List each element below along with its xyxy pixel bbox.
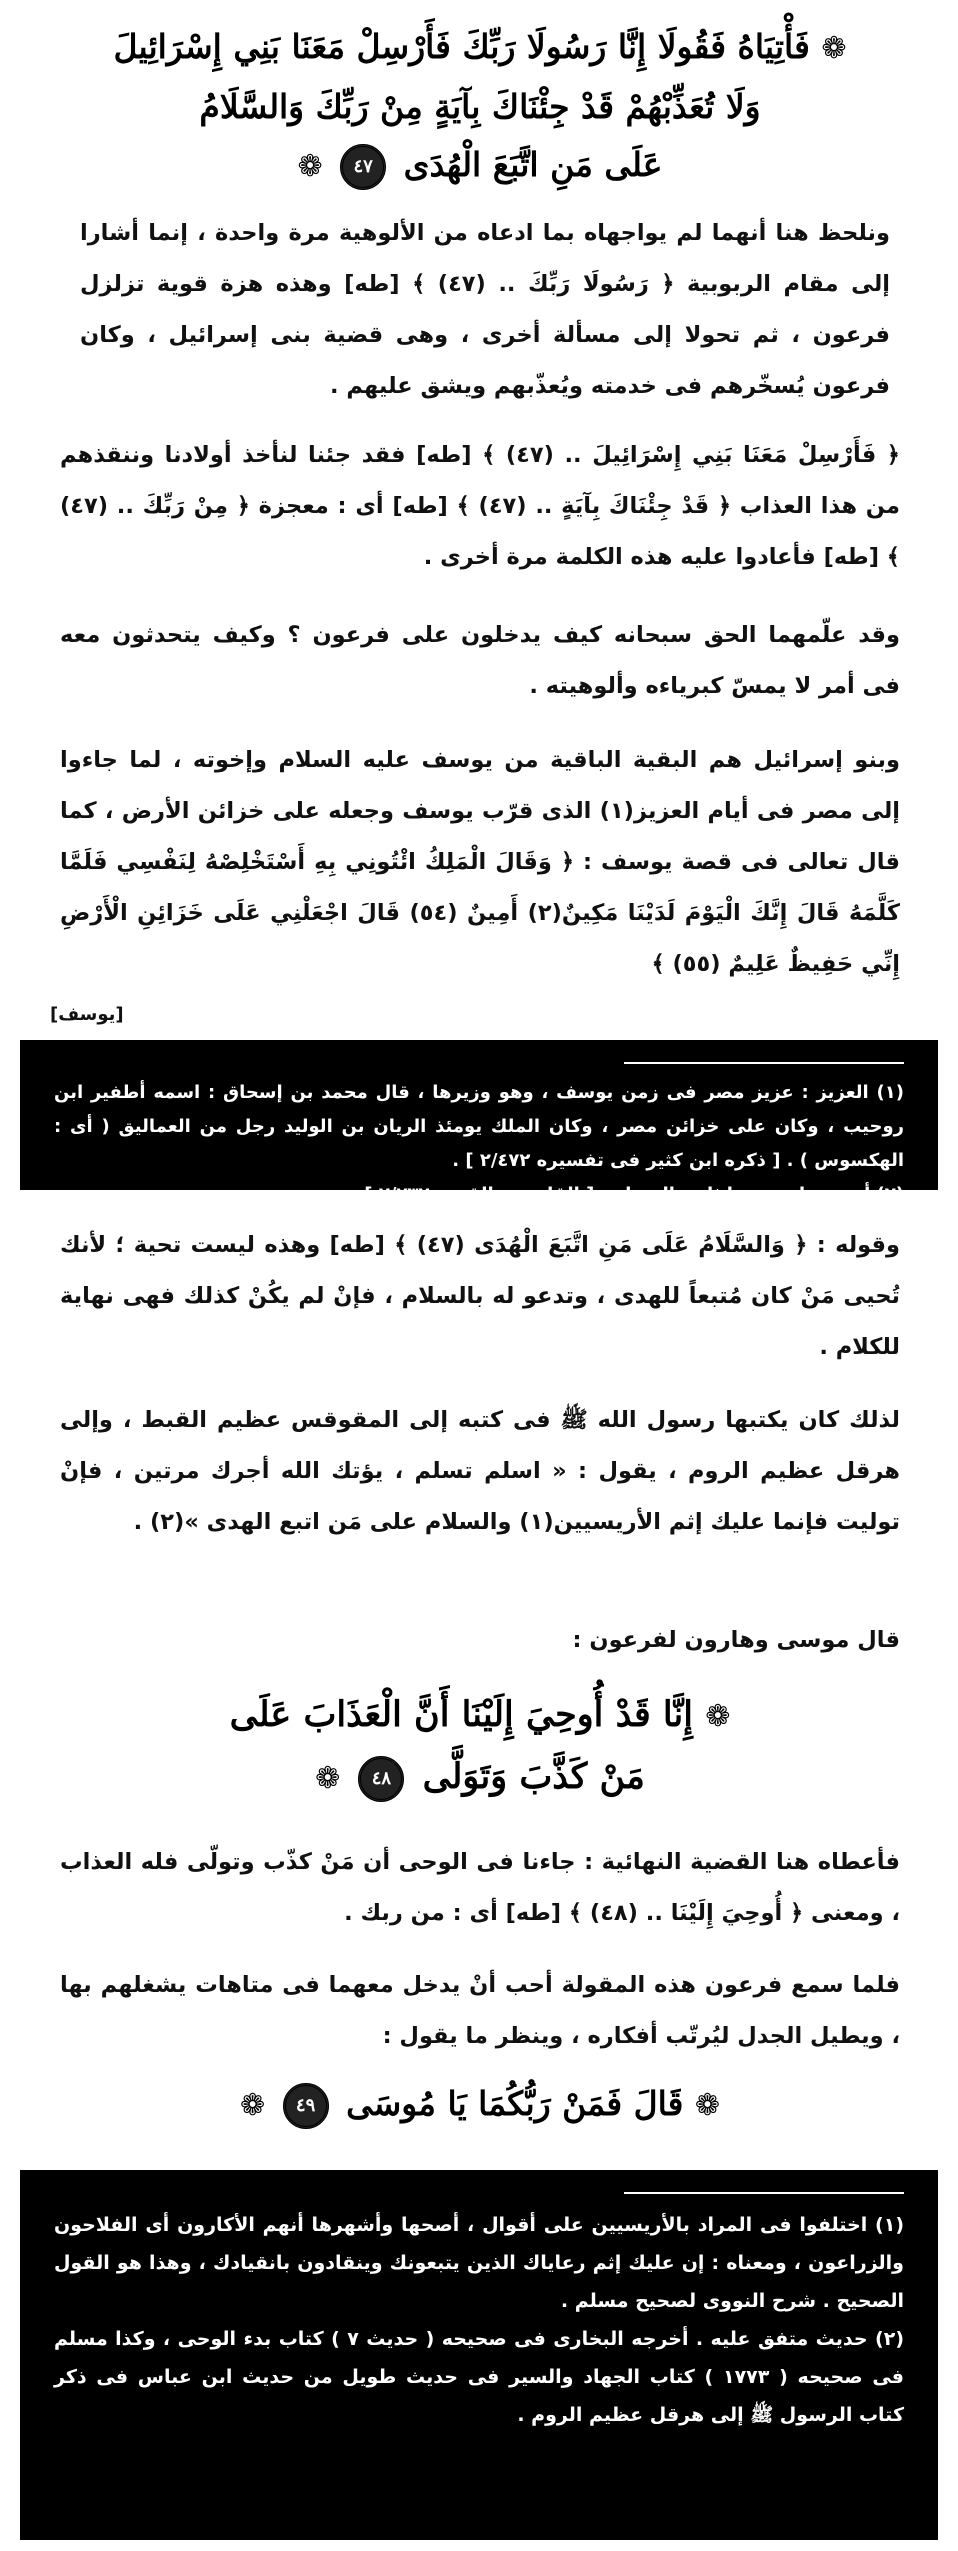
verse-number-badge: ٤٩ — [283, 2083, 329, 2129]
paragraph: ﴿ فَأَرْسِلْ مَعَنَا بَنِي إِسْرَائِيلَ .. (٤٧) ﴾ [طه] فقد جئنا لنأخذ أولادنا وننقذهم من هذا العذاب ﴿ قَدْ جِئْنَاكَ بِآيَةٍ .. (٤٧) ﴾ [طه] أى : معجزة ﴿ مِنْ رَبِّكَ .. (٤٧) ﴾ [طه] فأعادوا عليه هذه الكلمة مرة أخرى . — [60, 442, 900, 570]
verse-line: ❁ فَأْتِيَاهُ فَقُولَا إِنَّا رَسُولَا رَبِّكَ فَأَرْسِلْ مَعَنَا بَنِي إِسْرَائِيلَ — [113, 27, 847, 66]
verse-line: وَلَا تُعَذِّبْهُمْ قَدْ جِئْنَاكَ بِآيَةٍ مِنْ رَبِّكَ وَالسَّلَامُ — [199, 87, 761, 126]
paragraph: ونلحظ هنا أنهما لم يواجهاه بما ادعاه من الألوهية مرة واحدة ، إنما أشارا إلى مقام الربوبية ﴿ رَسُولَا رَبِّكَ .. (٤٧) ﴾ [طه] وهذه هزة قوية تزلزل فرعون ، ثم تحولا إلى مسألة أخرى ، وهى قضية بنى إسرائيل ، وكان فرعون يُسخّرهم فى خدمته ويُعذّبهم ويشق عليهم . — [80, 220, 890, 399]
footnotes-box — [20, 1040, 938, 1205]
verse-line: مَنْ كَذَّبَ وَتَوَلَّى ٤٨ ❁ — [60, 1747, 900, 1809]
quran-verse-47 — [60, 18, 900, 196]
paragraph: وبنو إسرائيل هم البقية الباقية من يوسف عليه السلام وإخوته ، لما جاءوا إلى مصر فى أيام العزيز(١) الذى قرّب يوسف وجعله على خزائن الأرض ، كما قال تعالى فى قصة يوسف : ﴿ وَقَالَ الْمَلِكُ ائْتُونِي بِهِ أَسْتَخْلِصْهُ لِنَفْسِي فَلَمَّا كَلَّمَهُ قَالَ إِنَّكَ الْيَوْمَ لَدَيْنَا مَكِينٌ(٢) أَمِينٌ (٥٤) قَالَ اجْعَلْنِي عَلَى خَزَائِنِ الْأَرْضِ إِنِّي حَفِيظٌ عَلِيمٌ (٥٥) ﴾ — [60, 747, 901, 977]
quran-verse-49: ❁ قَالَ فَمَنْ رَبُّكُمَا يَا مُوسَى ٤٩ ❁ — [60, 2075, 900, 2135]
paragraph: لذلك كان يكتبها رسول الله ﷺ فى كتبه إلى المقوقس عظيم القبط ، وإلى هرقل عظيم الروم ، يقول : « اسلم تسلم ، يؤتك الله أجرك مرتين ، فإنْ توليت فإنما عليك إثم الأريسيين(١) والسلام على مَن اتبع الهدى »(٢) . — [60, 1407, 900, 1535]
ornament-icon: ❁ — [705, 1699, 731, 1734]
book-page-top — [0, 0, 958, 1205]
ornament-icon: ❁ — [821, 31, 847, 66]
ornament-icon: ❁ — [315, 1761, 341, 1796]
verse-line: عَلَى مَنِ اتَّبَعَ الْهُدَى ٤٧ ❁ — [60, 136, 900, 196]
paragraph: فلما سمع فرعون هذه المقولة أحب أنْ يدخل معهما فى متاهات يشغلهم بها ، ويطيل الجدل ليُرتّب أفكاره ، وينظر ما يقول : — [60, 1972, 900, 2049]
ornament-icon: ❁ — [297, 149, 323, 184]
verse-line: ❁ إِنَّا قَدْ أُوحِيَ إِلَيْنَا أَنَّ الْعَذَابَ عَلَى — [229, 1694, 731, 1735]
ornament-icon: ❁ — [239, 2088, 266, 2123]
footnote: (٢) حديث متفق عليه . أخرجه البخارى فى صحيحه ( حديث ٧ ) كتاب بدء الوحى ، وكذا مسلم فى صحيحه ( ١٧٧٣ ) كتاب الجهاد والسير فى حديث طويل من حديث ابن عباس فى ذكر كتاب الرسول ﷺ إلى هرقل عظيم الروم . — [54, 2328, 904, 2426]
footnote-divider — [624, 1062, 904, 1064]
paragraph: فأعطاه هنا القضية النهائية : جاءنا فى الوحى أن مَنْ كذّب وتولّى فله العذاب ، ومعنى ﴿ أُوحِيَ إِلَيْنَا .. (٤٨) ﴾ [طه] أى : من ربك . — [60, 1849, 900, 1926]
ornament-icon: ❁ — [694, 2088, 721, 2123]
verse-number-badge: ٤٧ — [340, 144, 386, 190]
footnote: (١) اختلفوا فى المراد بالأريسيين على أقوال ، أصحها وأشهرها أنهم الأكارون أى الفلاحون والزراعون ، ومعناه : إن عليك إثم رعاياك الذين يتبعونك وينقادون بانقيادك ، وهذا هو القول الصحيح . شرح النووى لصحيح مسلم . — [54, 2214, 904, 2312]
verse-number-badge: ٤٨ — [358, 1756, 404, 1802]
surah-reference: [يوسف] — [50, 1004, 124, 1025]
quran-verse-48 — [60, 1685, 900, 1809]
footnotes-box — [20, 2170, 938, 2540]
paragraph: وقد علّمهما الحق سبحانه كيف يدخلون على فرعون ؟ وكيف يتحدثون معه فى أمر لا يمسّ كبرياءه وألوهيته . — [60, 622, 900, 699]
footnote-divider — [624, 2192, 904, 2194]
paragraph: وقوله : ﴿ وَالسَّلَامُ عَلَى مَنِ اتَّبَعَ الْهُدَى (٤٧) ﴾ [طه] وهذه ليست تحية ؛ لأنك تُحيى مَنْ كان مُتبعاً للهدى ، وتدعو له بالسلام ، فإنْ لم يكُنْ كذلك فهى نهاية للكلام . — [60, 1232, 901, 1360]
footnote: (١) العزيز : عزيز مصر فى زمن يوسف ، وهو وزيرها ، قال محمد بن إسحاق : اسمه أطفير ابن روحيب ، وكان على خزائن مصر ، وكان الملك يومئذ الريان بن الوليد رجل من العماليق ( أى : الهكسوس ) . [ ذكره ابن كثير فى تفسيره ٢/٤٧٢ ] . — [54, 1082, 904, 1171]
footnote: (٢) أى : عظيم عندنا ثابت المنزلة . [ القاموس القويم ٢/٢٣٢ ] . — [351, 1184, 904, 1205]
paragraph: قال موسى وهارون لفرعون : — [572, 1627, 900, 1653]
book-page-bottom — [0, 1215, 958, 2551]
